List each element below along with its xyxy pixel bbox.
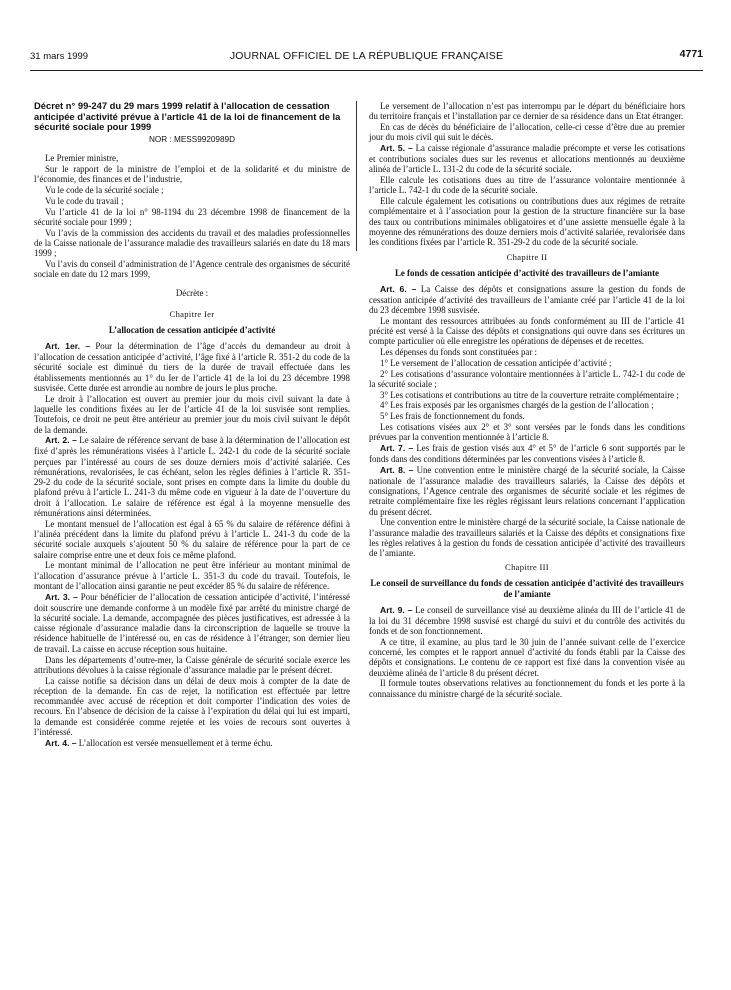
article-label: Art. 1er. – [45,341,91,352]
preamble-line: Vu l’avis de la commission des accidents du travail et des maladies professionnelles de la Caisse nationale de l’assurance maladie des travailleurs salariés en date du 18 mars 1999 ; [34,227,350,259]
article-paragraph: Art. 9. – Le conseil de surveillance visé au deuxième alinéa du III de l’article 41 de la loi du 31 décembre 1998 susvisé est chargé du suivi et du contrôle des activités du fonds et de son fonctionnement. [369,604,686,637]
article-paragraph: Les dépenses du fonds sont constituées par : [380,347,538,358]
article-paragraph: Art. 5. – La caisse régionale d’assurance maladie précompte et verse les cotisations et contributions sociales dues sur les revenus et allocations mentionnés au deuxième alinéa de l’article L. 131-2 du code de la sécurité sociale. [369,143,686,175]
list-item: 5° Les frais de fonctionnement du fonds. [380,411,525,422]
chapter-label: Chapitre III [505,562,549,573]
chapter-title: Le conseil de surveillance du fonds de cessation anticipée d’activité des travailleurs de l’amiante [370,578,684,599]
list-item: 3° Les cotisations et contributions au titre de la couverture retraite complémentaire ; [380,389,679,400]
list-item: 4° Les frais exposés par les organismes chargés de la gestion de l’allocation ; [380,400,654,411]
article-paragraph: Le droit à l’allocation est ouvert au premier jour du mois civil suivant la date à laquelle les conditions fixées au Ier de l’article 41 de la loi susvisée sont remplies. Toutefois, ce droit ne peut être antérieur au premier jour du mois civil suivant le dépôt de la demande. [34,393,350,435]
journal-title: JOURNAL OFFICIEL DE LA RÉPUBLIQUE FRANÇAISE [229,50,504,62]
article-paragraph: Art. 8. – Une convention entre le ministère chargé de la sécurité sociale, la Caisse nationale de l’assurance maladie des travailleurs salariés, la Caisse des dépôts et consignations, l’Agence centrale des organismes de sécurité sociale et les régimes de retraite complémentaire fixe les règles régissant leurs relations concernant l’application du présent décret. [369,464,685,517]
header-divider [30,70,703,71]
chapter-title: Le fonds de cessation anticipée d’activité des travailleurs de l’amiante [394,267,659,278]
article-paragraph: Le montant des ressources attribuées au fonds conformément au III de l’article 41 précité est versé à la Caisse des dépôts et consignations qui ouvre dans ses écritures un compte particulier où elle enregistre les opérations de dépenses et de recettes. [369,315,685,347]
article-label: Art. 5. – [380,143,413,154]
chapter-title: L’allocation de cessation anticipée d’activité [108,324,276,335]
decree-title: Décret n° 99-247 du 29 mars 1999 relatif à l’allocation de cessation anticipée d’activité prévue à l’article 41 de la loi de financement de la sécurité sociale pour 1999 [34,100,341,133]
article-paragraph: Elle calcule également les cotisations ou contributions dues aux régimes de retraite complémentaire et à l’association pour la gestion de la structure financière sur la base des taux ou contributions minimales obligatoires et d’une assiette mensuelle égale à la moyenne des rémunérations des douze derniers mois d’activité salariée, revalorisée dans les conditions fixées par l’article R. 351-29-2 du code de la sécurité sociale. [369,196,685,248]
preamble-line: Vu le code de la sécurité sociale ; [45,185,164,196]
nor-reference: NOR : MESS9920989D [148,134,235,144]
article-paragraph: Une convention entre le ministère chargé de la sécurité sociale, la Caisse nationale de l’assurance maladie des travailleurs salariés et la Caisse des dépôts et consignations fixe les règles relatives à la gestion du fonds de cessation anticipée d’activité des travailleurs de l’amiante. [369,517,685,559]
article-paragraph: Art. 2. – Le salaire de référence servant de base à la détermination de l’allocation est fixé d’après les rémunérations visées à l’article L. 242-1 du code de la sécurité sociale perçues par l’intéressé au cours de ses douze derniers mois d’activité salariée. Ces rémunérations, revalorisées, le cas échéant, selon les règles définies à l’article R. 351-29-2 du code de la sécurité sociale, sont prises en compte dans la limite du double du plafond prévu à l’article L. 241-3 du même code en vigueur à la date de l’ouverture du droit à l’allocation. Le salaire de référence est égal à la moyenne mensuelle des rémunérations ainsi déterminées. [34,435,351,518]
article-paragraph: Art. 7. – Les frais de gestion visés aux 4° et 5° de l’article 6 sont supportés par le fonds dans des conditions déterminées par les conventions visées à l’article 8. [369,443,685,465]
article-label: Art. 3. – [45,591,78,602]
chapter-label: Chapitre Ier [169,309,215,319]
article-label: Art. 9. – [380,604,413,615]
list-item: 1° Le versement de l’allocation de cessation anticipée d’activité ; [380,357,612,368]
article-label: Art. 7. – [380,443,414,454]
running-header [30,48,703,64]
article-label: Art. 6. – [380,283,417,294]
article-label: Art. 8. – [380,464,414,475]
article-paragraph: Dans les départements d’outre-mer, la Caisse générale de sécurité sociale exerce les attributions dévolues à la caisse régionale d’assurance maladie par le présent décret. [34,654,350,675]
preamble-line: Vu l’article 41 de la loi n° 98-1194 du 23 décembre 1998 de financement de la sécurité sociale pour 1999 ; [34,206,350,228]
preamble-line: Vu l’avis du conseil d’administration de l’Agence centrale des organismes de sécurité sociale en date du 12 mars 1999, [34,259,350,280]
decrete-line: Décrète : [175,287,209,298]
article-paragraph: Les cotisations visées aux 2° et 3° sont versées par le fonds dans les conditions prévues par la convention mentionnée à l’article 8. [369,422,685,443]
article-paragraph: Art. 6. – La Caisse des dépôts et consignations assure la gestion du fonds de cessation anticipée d’activité des travailleurs de l’amiante créé par l’article 41 de la loi du 23 décembre 1998 susvisée. [369,283,686,315]
page-number: 4771 [679,48,703,60]
article-paragraph: En cas de décès du bénéficiaire de l’allocation, celle-ci cesse d’être due au premier jour du mois civil qui suit le décès. [369,122,685,143]
article-paragraph: Art. 4. – L’allocation est versée mensuellement et à terme échu. [45,737,273,748]
article-paragraph: Le versement de l’allocation n’est pas interrompu par le départ du bénéficiaire hors du territoire français et l’installation par ce dernier de sa résidence dans un Etat étranger. [369,101,685,122]
article-paragraph: La caisse notifie sa décision dans un délai de deux mois à compter de la date de réception de la demande. En cas de rejet, la notification est effectuée par lettre recommandée avec accusé de réception et doit comporter l’indication des voies de recours. En l’absence de décision de la caisse à l’expiration du délai qui lui est imparti, la demande est considérée comme rejetée et les voies de recours sont ouvertes à l’intéressé. [34,675,350,737]
article-paragraph: A ce titre, il examine, au plus tard le 30 juin de l’année suivant celle de l’exercice concerné, les comptes et le rapport annuel d’activité du fonds établi par la Caisse des dépôts et consignations. Le contenu de ce rapport est fixé dans la convention visée au deuxième alinéa de l’article 8 du présent décret. [369,636,685,678]
article-paragraph: Art. 3. – Pour bénéficier de l’allocation de cessation anticipée d’activité, l’intéressé doit souscrire une demande conforme à un modèle fixé par arrêté du ministre chargé de la sécurité sociale. La demande, accompagnée des pièces justificatives, est adressée à la caisse régionale d’assurance maladie dans la circonscription de laquelle se trouve la résidence habituelle de l’intéressé ou, en cas de résidence à l’étranger, son dernier lieu de travail. La caisse en accuse réception sous huitaine. [34,591,350,654]
list-item: 2° Les cotisations d’assurance volontaire mentionnées à l’article L. 742-1 du code de la sécurité sociale ; [369,368,685,389]
column-divider [356,101,357,251]
article-label: Art. 4. – [45,737,77,748]
article-paragraph: Art. 1er. – Pour la détermination de l’âge d’accès du demandeur au droit à l’allocation de cessation anticipée d’activité, l’âge fixé à l’article R. 351-2 du code de la sécurité sociale est diminué du tiers de la durée de travail effectuée dans les établissements mentionnés au 1° du Ier de l’article 41 de la loi du 23 décembre 1998 susvisée. Cette durée est arrondie au nombre de jours le plus proche. [34,341,351,393]
article-label: Art. 2. – [45,435,77,446]
article-paragraph: Le montant minimal de l’allocation ne peut être inférieur au montant minimal de l’allocation d’assurance prévue à l’article L. 351-3 du code du travail. Toutefois, le montant de l’allocation ainsi garantie ne peut excéder 85 % du salaire de référence. [34,560,350,591]
right-column [369,101,685,700]
preamble-line: Le Premier ministre, [45,153,119,164]
preamble-line: Vu le code du travail ; [45,195,124,206]
article-paragraph: Il formule toutes observations relatives au fonctionnement du fonds et les porte à la connaissance du ministre chargé de la sécurité sociale. [369,678,685,699]
issue-date: 31 mars 1999 [30,51,89,62]
left-column [34,101,350,749]
preamble-line: Sur le rapport de la ministre de l’emploi et de la solidarité et du ministre de l’économie, des finances et de l’industrie, [34,164,350,185]
article-paragraph: Elle calcule les cotisations dues au titre de l’assurance volontaire mentionnée à l’article L. 742-1 du code de la sécurité sociale. [369,175,685,196]
article-paragraph: Le montant mensuel de l’allocation est égal à 65 % du salaire de référence défini à l’alinéa précédent dans la limite du plafond prévu à l’article L. 241-3 du code de la sécurité sociale auxquels s’ajoutent 50 % du salaire de référence pour la part de ce salaire comprise entre une et deux fois ce même plafond. [34,518,350,560]
chapter-label: Chapitre II [506,251,548,262]
